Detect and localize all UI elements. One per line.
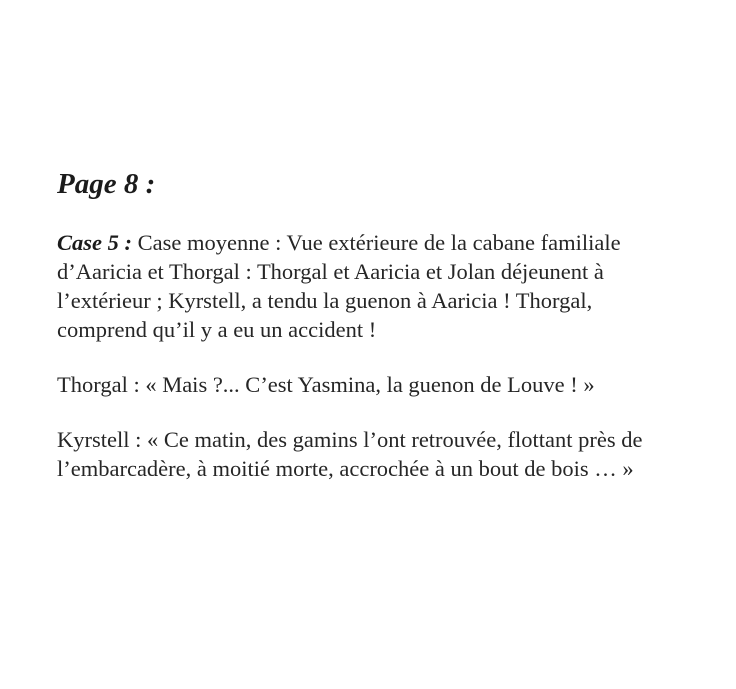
case-description-text: Case moyenne : Vue extérieure de la cabane familiale d’Aaricia et Thorgal : Thorgal et Aaricia et Jolan déjeunent à l’extérieur ; Kyrstell, a tendu la guenon à Aaricia ! Thorgal, comprend qu’il y a eu un accident ! [57, 230, 621, 342]
case-label: Case 5 : [57, 230, 132, 255]
paragraph-thorgal-dialogue: Thorgal : « Mais ?... C’est Yasmina, la guenon de Louve ! » [57, 372, 595, 397]
paragraph-case-description [57, 228, 679, 344]
paragraph-kyrstell-dialogue: Kyrstell : « Ce matin, des gamins l’ont retrouvée, flottant près de l’embarcadère, à moitié morte, accrochée à un bout de bois … » [57, 427, 643, 481]
page-title: Page 8 : [57, 168, 156, 200]
